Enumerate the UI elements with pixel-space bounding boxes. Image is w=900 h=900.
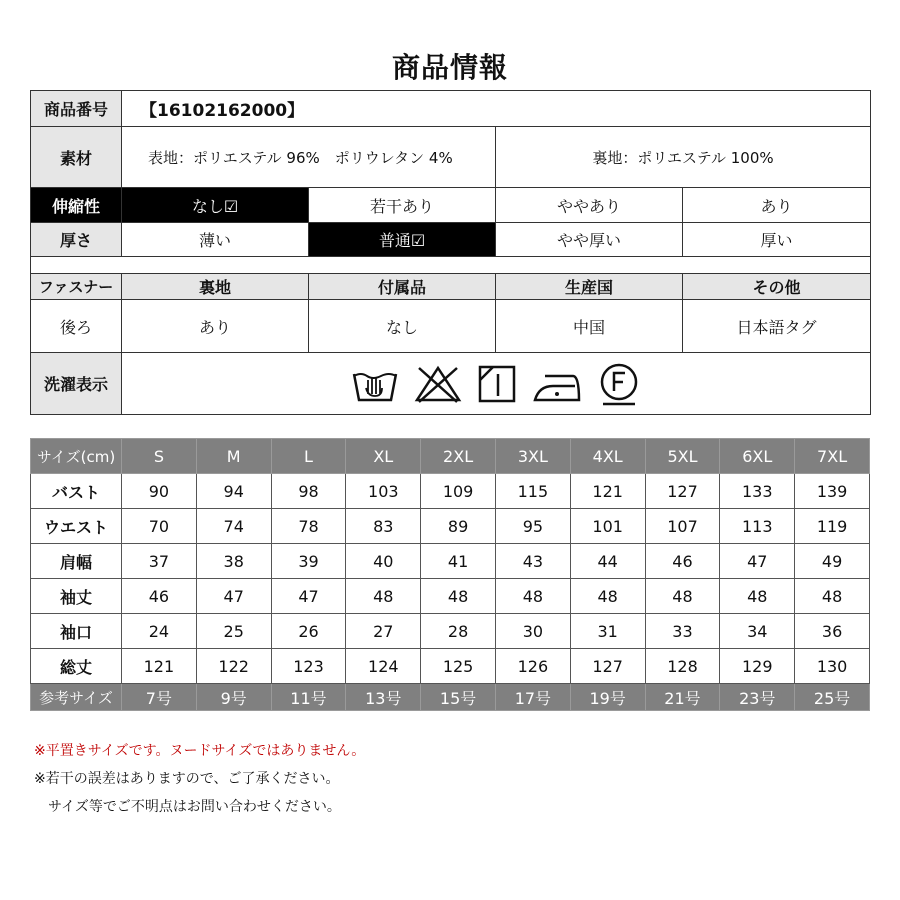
size-cell: 130: [795, 649, 870, 684]
size-table: [30, 438, 870, 711]
size-header-cell: 2XL: [421, 439, 496, 474]
details-header-lining: 裏地: [122, 274, 309, 300]
size-cell: 107: [645, 509, 720, 544]
details-header-other: その他: [683, 274, 871, 300]
size-row: [31, 649, 870, 684]
details-header-fastener: ファスナー: [31, 274, 122, 300]
size-cell: 33: [645, 614, 720, 649]
size-cell: 26: [271, 614, 346, 649]
size-cell: 38: [196, 544, 271, 579]
stretch-option-slight: 若干あり: [309, 188, 496, 223]
size-footer-cell: 23号: [720, 684, 795, 711]
size-cell: 47: [196, 579, 271, 614]
size-footer-cell: 25号: [795, 684, 870, 711]
size-table-body: [31, 474, 870, 684]
size-cell: 121: [570, 474, 645, 509]
thickness-option-somewhat-thick: やや厚い: [496, 223, 683, 257]
size-header-cell: XL: [346, 439, 421, 474]
size-row-label: バスト: [31, 474, 122, 509]
details-lining-value: あり: [122, 300, 309, 353]
stretch-option-somewhat: ややあり: [496, 188, 683, 223]
size-footer-label: 参考サイズ: [31, 684, 122, 711]
size-cell: 48: [720, 579, 795, 614]
size-cell: 129: [720, 649, 795, 684]
size-cell: 78: [271, 509, 346, 544]
size-cell: 48: [795, 579, 870, 614]
size-cell: 48: [346, 579, 421, 614]
size-cell: 49: [795, 544, 870, 579]
size-cell: 90: [122, 474, 197, 509]
care-row: [31, 353, 871, 415]
size-cell: 48: [495, 579, 570, 614]
size-cell: 95: [495, 509, 570, 544]
size-cell: 27: [346, 614, 421, 649]
size-row: [31, 509, 870, 544]
drip-dry-shade-icon: [477, 364, 517, 404]
details-header-row: [31, 274, 871, 300]
material-lining: 裏地：ポリエステル 100%: [496, 127, 871, 188]
size-cell: 126: [495, 649, 570, 684]
size-footer-cell: 19号: [570, 684, 645, 711]
care-icons-cell: [122, 353, 871, 415]
product-number-value: 【16102162000】: [122, 91, 871, 127]
thickness-option-thick: 厚い: [683, 223, 871, 257]
size-cell: 48: [421, 579, 496, 614]
size-cell: 31: [570, 614, 645, 649]
size-row-label: 袖口: [31, 614, 122, 649]
size-cell: 94: [196, 474, 271, 509]
hand-wash-icon: [351, 364, 399, 404]
size-cell: 128: [645, 649, 720, 684]
size-cell: 74: [196, 509, 271, 544]
size-cell: 47: [271, 579, 346, 614]
thickness-option-normal: 普通☑: [309, 223, 496, 257]
size-footer-cell: 21号: [645, 684, 720, 711]
no-bleach-icon: [413, 364, 463, 404]
size-row: [31, 544, 870, 579]
product-info-table: [30, 90, 871, 415]
dry-clean-f-icon: [597, 362, 641, 406]
thickness-option-thin: 薄い: [122, 223, 309, 257]
size-cell: 37: [122, 544, 197, 579]
size-cell: 89: [421, 509, 496, 544]
details-fastener-value: 後ろ: [31, 300, 122, 353]
spacer-row: [31, 257, 871, 274]
size-row-label: 総丈: [31, 649, 122, 684]
stretch-row: [31, 188, 871, 223]
note-tolerance: ※若干の誤差はありますので、ご了承ください。: [34, 771, 340, 787]
stretch-option-yes: あり: [683, 188, 871, 223]
details-header-accessories: 付属品: [309, 274, 496, 300]
size-cell: 121: [122, 649, 197, 684]
size-cell: 125: [421, 649, 496, 684]
size-cell: 98: [271, 474, 346, 509]
size-cell: 34: [720, 614, 795, 649]
size-cell: 41: [421, 544, 496, 579]
size-cell: 127: [570, 649, 645, 684]
size-row: [31, 474, 870, 509]
size-cell: 24: [122, 614, 197, 649]
size-row-label: 袖丈: [31, 579, 122, 614]
size-footer-cell: 15号: [421, 684, 496, 711]
size-cell: 139: [795, 474, 870, 509]
details-accessories-value: なし: [309, 300, 496, 353]
size-cell: 124: [346, 649, 421, 684]
thickness-label: 厚さ: [31, 223, 122, 257]
size-cell: 48: [570, 579, 645, 614]
size-cell: 109: [421, 474, 496, 509]
size-cell: 133: [720, 474, 795, 509]
product-number-label: 商品番号: [31, 91, 122, 127]
size-row-label: 肩幅: [31, 544, 122, 579]
size-footer-row: [31, 684, 870, 711]
care-icons: [122, 362, 870, 406]
size-cell: 101: [570, 509, 645, 544]
size-header-cell: M: [196, 439, 271, 474]
details-country-value: 中国: [496, 300, 683, 353]
stretch-option-none: なし☑: [122, 188, 309, 223]
size-header-cell: 6XL: [720, 439, 795, 474]
details-value-row: [31, 300, 871, 353]
size-cell: 103: [346, 474, 421, 509]
size-row: [31, 579, 870, 614]
iron-low-icon: [531, 364, 583, 404]
material-outer: 表地：ポリエステル 96% ポリウレタン 4%: [122, 127, 496, 188]
size-footer-cell: 17号: [495, 684, 570, 711]
size-cell: 46: [122, 579, 197, 614]
thickness-row: [31, 223, 871, 257]
note-inquiry: サイズ等でご不明点はお問い合わせください。: [34, 799, 341, 815]
size-cell: 43: [495, 544, 570, 579]
size-cell: 119: [795, 509, 870, 544]
size-row-label: ウエスト: [31, 509, 122, 544]
size-cell: 30: [495, 614, 570, 649]
page-title: 商品情報: [391, 51, 508, 84]
size-cell: 25: [196, 614, 271, 649]
size-footer-cell: 11号: [271, 684, 346, 711]
size-cell: 40: [346, 544, 421, 579]
size-cell: 46: [645, 544, 720, 579]
stretch-label: 伸縮性: [31, 188, 122, 223]
size-cell: 123: [271, 649, 346, 684]
size-header-cell: 5XL: [645, 439, 720, 474]
spacer: [31, 257, 871, 274]
size-row: [31, 614, 870, 649]
material-row: [31, 127, 871, 188]
size-cell: 28: [421, 614, 496, 649]
size-cell: 39: [271, 544, 346, 579]
material-label: 素材: [31, 127, 122, 188]
size-header-cell: 7XL: [795, 439, 870, 474]
size-header-row: [31, 439, 870, 474]
size-footer-cell: 9号: [196, 684, 271, 711]
size-cell: 115: [495, 474, 570, 509]
care-label: 洗濯表示: [31, 353, 122, 415]
size-cell: 48: [645, 579, 720, 614]
size-header-cell: 4XL: [570, 439, 645, 474]
size-cell: 44: [570, 544, 645, 579]
size-cell: 122: [196, 649, 271, 684]
product-number-row: [31, 91, 871, 127]
size-cell: 70: [122, 509, 197, 544]
size-header-cell: L: [271, 439, 346, 474]
size-cell: 36: [795, 614, 870, 649]
size-footer-cell: 13号: [346, 684, 421, 711]
size-header-label: サイズ(cm): [31, 439, 122, 474]
details-header-country: 生産国: [496, 274, 683, 300]
size-header-cell: S: [122, 439, 197, 474]
note-flat-size: ※平置きサイズです。ヌードサイズではありません。: [34, 743, 366, 759]
size-footer-cell: 7号: [122, 684, 197, 711]
size-cell: 83: [346, 509, 421, 544]
details-other-value: 日本語タグ: [683, 300, 871, 353]
size-cell: 113: [720, 509, 795, 544]
size-header-cell: 3XL: [495, 439, 570, 474]
size-cell: 127: [645, 474, 720, 509]
size-cell: 47: [720, 544, 795, 579]
